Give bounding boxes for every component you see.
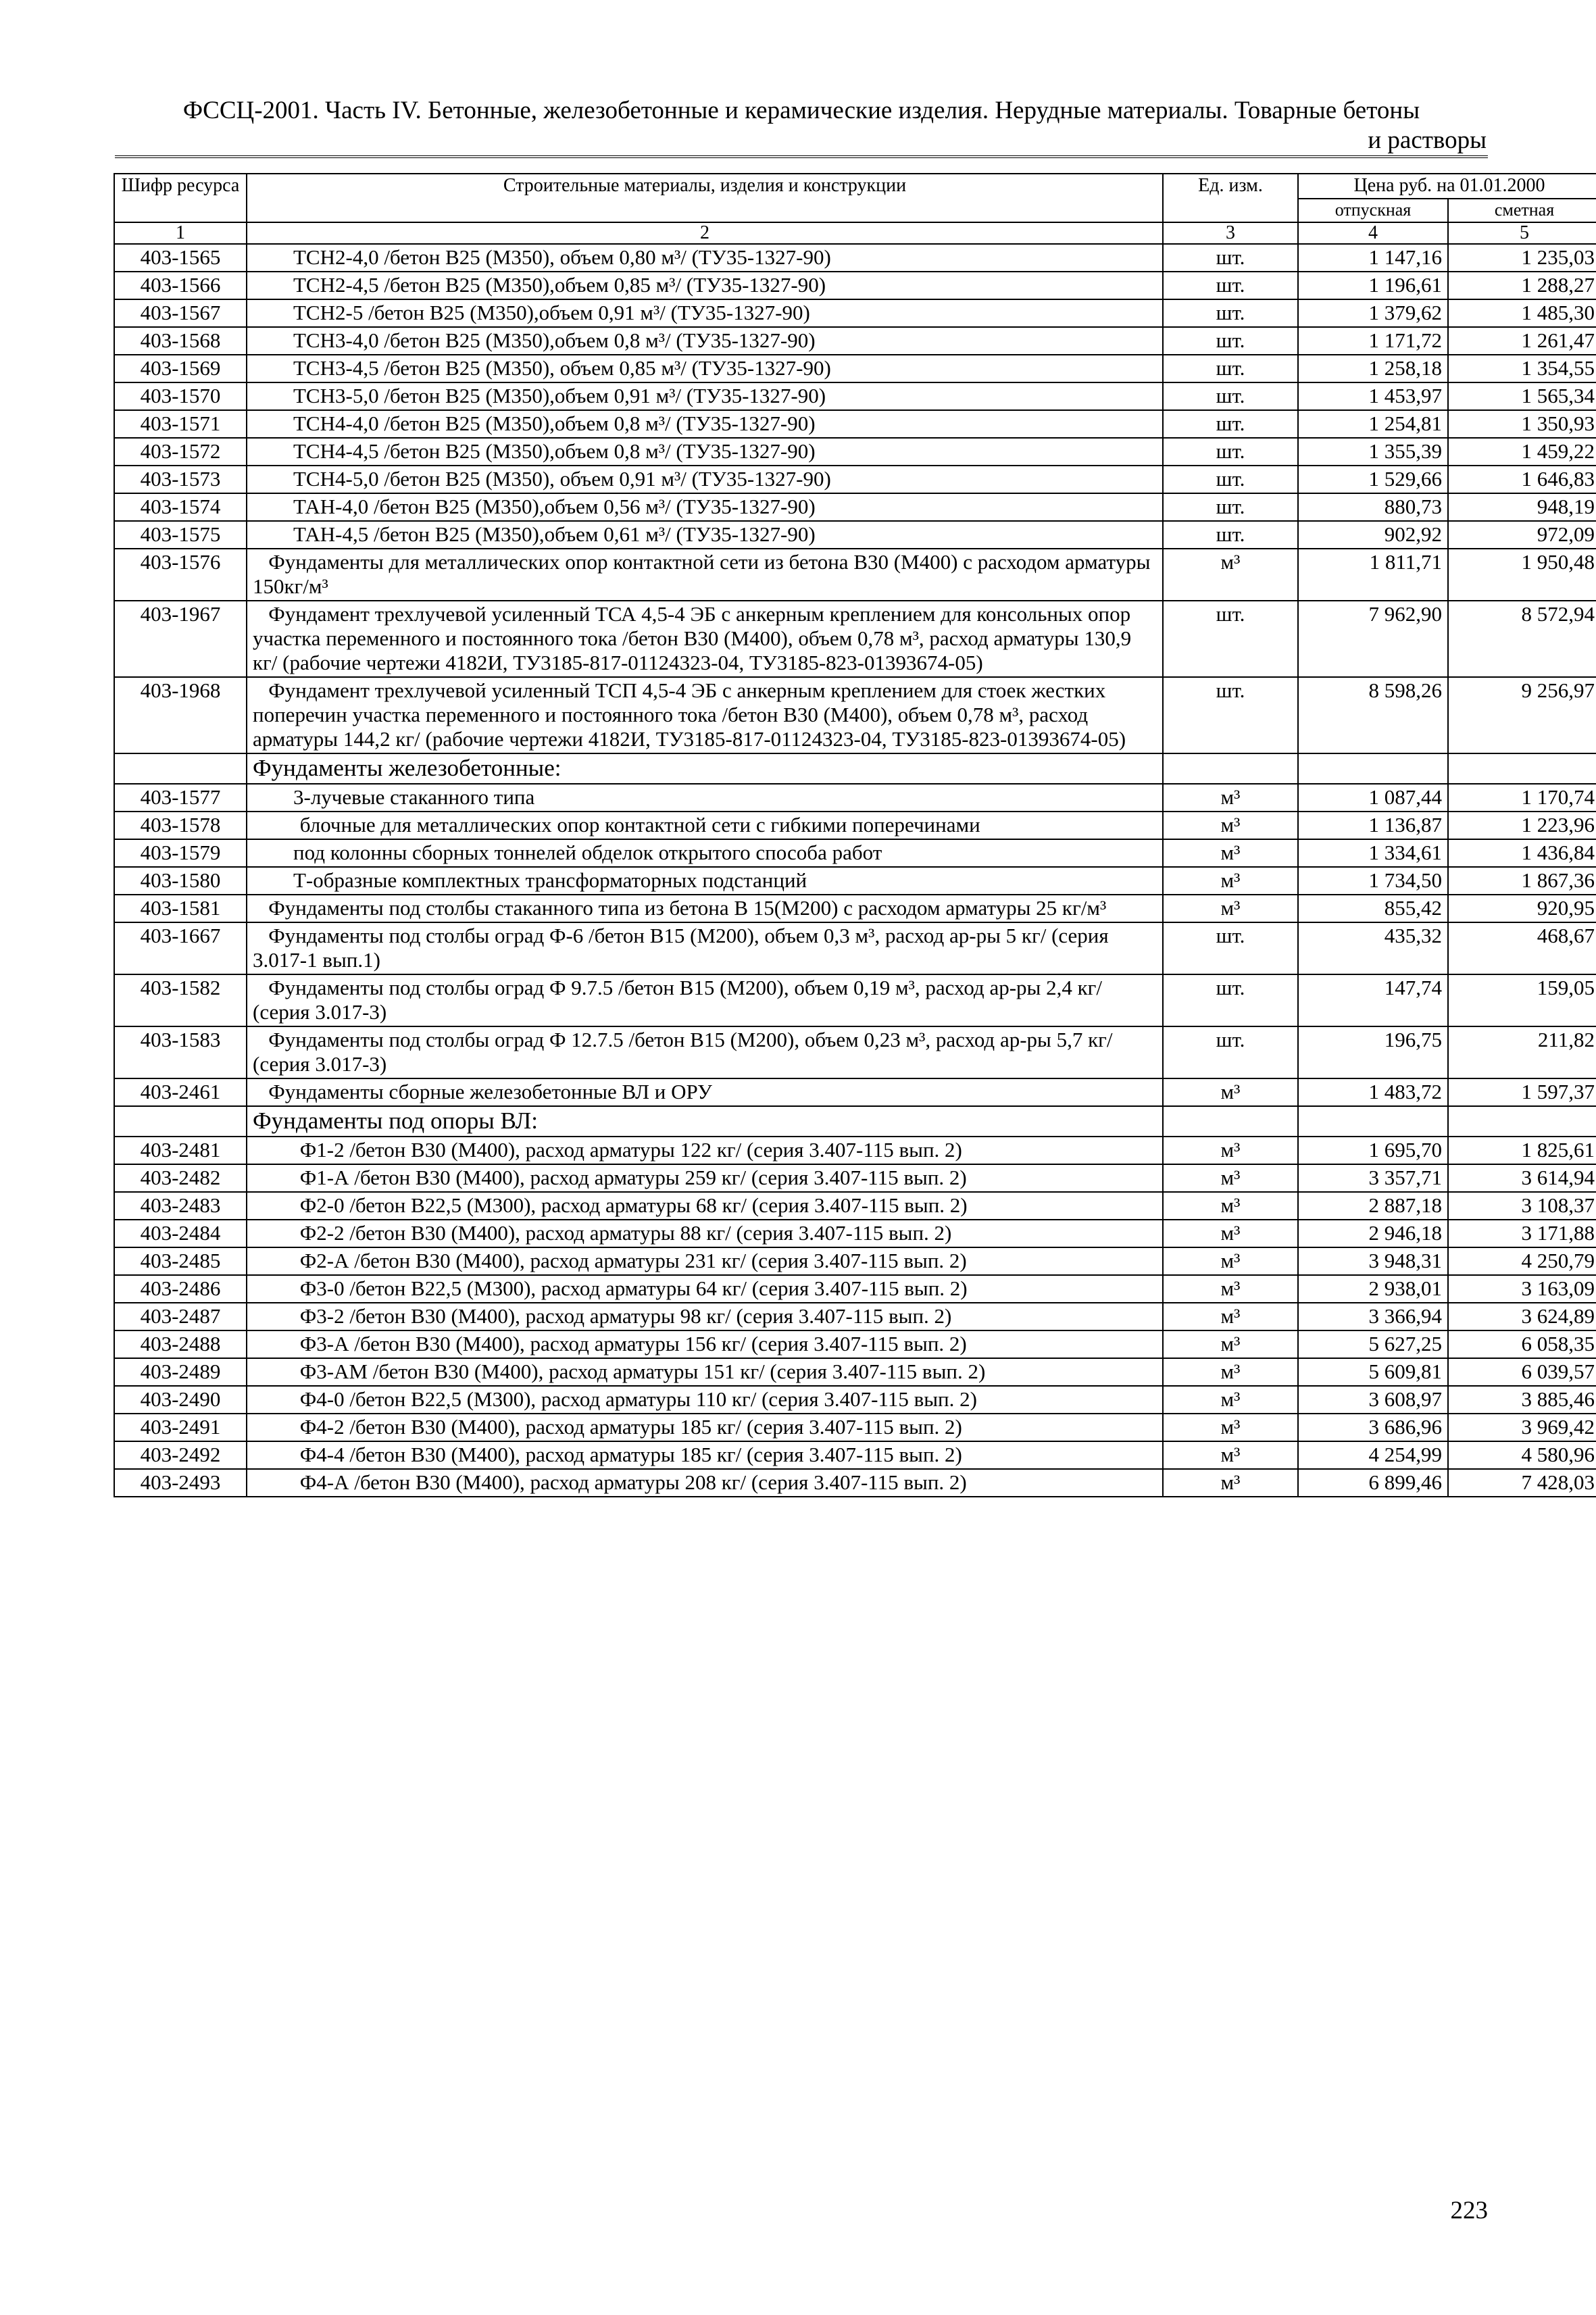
resource-code: 403-1968 (114, 677, 247, 753)
wholesale-price: 7 962,90 (1298, 601, 1448, 677)
estimate-price: 1 261,47 (1448, 327, 1596, 355)
page-title-continuation: и растворы (1368, 126, 1487, 154)
resource-code: 403-1573 (114, 466, 247, 493)
estimate-price: 1 170,74 (1448, 784, 1596, 812)
unit-of-measure: м³ (1163, 895, 1298, 922)
table-row (114, 1078, 1596, 1106)
unit-of-measure: шт. (1163, 493, 1298, 521)
table-row (114, 1275, 1596, 1303)
resource-code: 403-1569 (114, 355, 247, 382)
unit-of-measure: м³ (1163, 1137, 1298, 1164)
resource-code: 403-1582 (114, 974, 247, 1026)
price-table (114, 173, 1596, 1497)
wholesale-price: 1 453,97 (1298, 382, 1448, 410)
unit-of-measure: м³ (1163, 1192, 1298, 1220)
estimate-price: 3 969,42 (1448, 1414, 1596, 1441)
section-title: Фундаменты железобетонные: (247, 753, 1163, 784)
page-header (115, 95, 1488, 158)
wholesale-price: 1 171,72 (1298, 327, 1448, 355)
material-name: Ф2-0 /бетон В22,5 (М300), расход арматуры 68 кг/ (серия 3.407-115 вып. 2) (247, 1192, 1163, 1220)
unit-of-measure: шт. (1163, 1026, 1298, 1078)
wholesale-price: 147,74 (1298, 974, 1448, 1026)
table-row (114, 493, 1596, 521)
estimate-price: 1 223,96 (1448, 812, 1596, 839)
table-row (114, 327, 1596, 355)
wholesale-price: 902,92 (1298, 521, 1448, 549)
estimate-price: 1 646,83 (1448, 466, 1596, 493)
table-row (114, 355, 1596, 382)
section-heading-row (114, 1106, 1596, 1137)
section-title: Фундаменты под опоры ВЛ: (247, 1106, 1163, 1137)
estimate-price: 1 354,55 (1448, 355, 1596, 382)
material-name: ТАН-4,5 /бетон В25 (М350),объем 0,61 м³/ (ТУ35-1327-90) (247, 521, 1163, 549)
unit-of-measure: м³ (1163, 1275, 1298, 1303)
wholesale-price: 880,73 (1298, 493, 1448, 521)
wholesale-price: 1 529,66 (1298, 466, 1448, 493)
table-row (114, 867, 1596, 895)
resource-code: 403-2487 (114, 1303, 247, 1330)
wholesale-price: 1 355,39 (1298, 438, 1448, 466)
wholesale-price: 1 695,70 (1298, 1137, 1448, 1164)
table-row (114, 1330, 1596, 1358)
wholesale-price: 196,75 (1298, 1026, 1448, 1078)
table-row (114, 895, 1596, 922)
material-name: Ф3-А /бетон В30 (М400), расход арматуры 156 кг/ (серия 3.407-115 вып. 2) (247, 1330, 1163, 1358)
unit-of-measure: м³ (1163, 1386, 1298, 1414)
material-name: ТСН2-5 /бетон В25 (М350),объем 0,91 м³/ (ТУ35-1327-90) (247, 299, 1163, 327)
unit-of-measure: м³ (1163, 1303, 1298, 1330)
resource-code: 403-2492 (114, 1441, 247, 1469)
estimate-price: 159,05 (1448, 974, 1596, 1026)
material-name: Ф3-2 /бетон В30 (М400), расход арматуры 98 кг/ (серия 3.407-115 вып. 2) (247, 1303, 1163, 1330)
wholesale-price: 2 946,18 (1298, 1220, 1448, 1247)
section-unit-cell (1163, 753, 1298, 784)
wholesale-price: 1 254,81 (1298, 410, 1448, 438)
table-row (114, 1303, 1596, 1330)
estimate-price: 3 163,09 (1448, 1275, 1596, 1303)
material-name: ТАН-4,0 /бетон В25 (М350),объем 0,56 м³/ (ТУ35-1327-90) (247, 493, 1163, 521)
resource-code: 403-1566 (114, 272, 247, 299)
table-row (114, 1247, 1596, 1275)
resource-code: 403-1967 (114, 601, 247, 677)
resource-code: 403-2482 (114, 1164, 247, 1192)
wholesale-price: 1 258,18 (1298, 355, 1448, 382)
resource-code: 403-2491 (114, 1414, 247, 1441)
estimate-price: 4 580,96 (1448, 1441, 1596, 1469)
material-name: Фундаменты под столбы оград Ф 9.7.5 /бетон В15 (М200), объем 0,19 м³, расход ар-ры 2,4 кг/ (серия 3.017-3) (247, 974, 1163, 1026)
estimate-price: 3 885,46 (1448, 1386, 1596, 1414)
unit-of-measure: м³ (1163, 1441, 1298, 1469)
estimate-price: 8 572,94 (1448, 601, 1596, 677)
material-name: Ф4-0 /бетон В22,5 (М300), расход арматуры 110 кг/ (серия 3.407-115 вып. 2) (247, 1386, 1163, 1414)
column-number: 2 (247, 222, 1163, 244)
resource-code: 403-1581 (114, 895, 247, 922)
material-name: Ф1-2 /бетон В30 (М400), расход арматуры 122 кг/ (серия 3.407-115 вып. 2) (247, 1137, 1163, 1164)
estimate-price: 1 350,93 (1448, 410, 1596, 438)
wholesale-price: 1 334,61 (1298, 839, 1448, 867)
estimate-price: 6 058,35 (1448, 1330, 1596, 1358)
material-name: ТСН3-4,5 /бетон В25 (М350), объем 0,85 м³/ (ТУ35-1327-90) (247, 355, 1163, 382)
material-name: ТСН3-4,0 /бетон В25 (М350),объем 0,8 м³/ (ТУ35-1327-90) (247, 327, 1163, 355)
wholesale-price: 1 483,72 (1298, 1078, 1448, 1106)
material-name: Фундаменты под столбы стаканного типа из бетона В 15(М200) с расходом арматуры 25 кг/м³ (247, 895, 1163, 922)
section-wholesale-cell (1298, 1106, 1448, 1137)
table-row (114, 1026, 1596, 1078)
estimate-price: 468,67 (1448, 922, 1596, 974)
material-name: ТСН4-5,0 /бетон В25 (М350), объем 0,91 м³/ (ТУ35-1327-90) (247, 466, 1163, 493)
resource-code: 403-2490 (114, 1386, 247, 1414)
unit-of-measure: шт. (1163, 272, 1298, 299)
resource-code: 403-1579 (114, 839, 247, 867)
wholesale-price: 1 734,50 (1298, 867, 1448, 895)
column-header-name: Строительные материалы, изделия и конструкции (247, 174, 1163, 222)
page-title: ФССЦ-2001. Часть IV. Бетонные, железобетонные и керамические изделия. Нерудные материалы. Товарные бетоны (182, 97, 1420, 124)
wholesale-price: 3 948,31 (1298, 1247, 1448, 1275)
table-row (114, 601, 1596, 677)
unit-of-measure: шт. (1163, 922, 1298, 974)
estimate-price: 1 485,30 (1448, 299, 1596, 327)
material-name: Ф4-4 /бетон В30 (М400), расход арматуры 185 кг/ (серия 3.407-115 вып. 2) (247, 1441, 1163, 1469)
resource-code: 403-1572 (114, 438, 247, 466)
wholesale-price: 2 887,18 (1298, 1192, 1448, 1220)
section-estimate-cell (1448, 1106, 1596, 1137)
wholesale-price: 3 366,94 (1298, 1303, 1448, 1330)
material-name: Фундаменты для металлических опор контактной сети из бетона В30 (М400) с расходом арматуры 150кг/м³ (247, 549, 1163, 601)
wholesale-price: 4 254,99 (1298, 1441, 1448, 1469)
unit-of-measure: шт. (1163, 382, 1298, 410)
table-row (114, 1164, 1596, 1192)
material-name: ТСН2-4,5 /бетон В25 (М350),объем 0,85 м³/ (ТУ35-1327-90) (247, 272, 1163, 299)
estimate-price: 4 250,79 (1448, 1247, 1596, 1275)
estimate-price: 1 459,22 (1448, 438, 1596, 466)
section-estimate-cell (1448, 753, 1596, 784)
unit-of-measure: м³ (1163, 812, 1298, 839)
unit-of-measure: м³ (1163, 784, 1298, 812)
material-name: Т-образные комплектных трансформаторных подстанций (247, 867, 1163, 895)
resource-code: 403-2493 (114, 1469, 247, 1497)
unit-of-measure: шт. (1163, 299, 1298, 327)
table-body (114, 244, 1596, 1497)
table-row (114, 1358, 1596, 1386)
resource-code: 403-1667 (114, 922, 247, 974)
table-row (114, 1192, 1596, 1220)
table-row (114, 382, 1596, 410)
unit-of-measure: м³ (1163, 1078, 1298, 1106)
table-row (114, 677, 1596, 753)
section-unit-cell (1163, 1106, 1298, 1137)
wholesale-price: 1 196,61 (1298, 272, 1448, 299)
unit-of-measure: шт. (1163, 355, 1298, 382)
table-row (114, 521, 1596, 549)
unit-of-measure: м³ (1163, 1414, 1298, 1441)
unit-of-measure: шт. (1163, 438, 1298, 466)
column-header-estimate: сметная (1448, 199, 1596, 222)
resource-code: 403-1568 (114, 327, 247, 355)
column-number: 5 (1448, 222, 1596, 244)
resource-code: 403-1574 (114, 493, 247, 521)
unit-of-measure: м³ (1163, 549, 1298, 601)
table-row (114, 1469, 1596, 1497)
table-row (114, 466, 1596, 493)
material-name: Фундамент трехлучевой усиленный ТСА 4,5-4 ЭБ с анкерным креплением для консольных опор участка переменного и постоянного тока /бетон В30 (М400), объем 0,78 м³, расход арматуры 130,9 кг/ (рабочие чертежи 4182И, ТУ3185-817-01124323-04, ТУ3185-823-01393674-05) (247, 601, 1163, 677)
unit-of-measure: м³ (1163, 867, 1298, 895)
estimate-price: 972,09 (1448, 521, 1596, 549)
resource-code: 403-1570 (114, 382, 247, 410)
estimate-price: 1 288,27 (1448, 272, 1596, 299)
unit-of-measure: шт. (1163, 601, 1298, 677)
section-wholesale-cell (1298, 753, 1448, 784)
material-name: блочные для металлических опор контактной сети с гибкими поперечинами (247, 812, 1163, 839)
column-number: 3 (1163, 222, 1298, 244)
estimate-price: 9 256,97 (1448, 677, 1596, 753)
page-number: 223 (1450, 2197, 1488, 2224)
estimate-price: 3 171,88 (1448, 1220, 1596, 1247)
unit-of-measure: м³ (1163, 1164, 1298, 1192)
resource-code: 403-2485 (114, 1247, 247, 1275)
estimate-price: 3 614,94 (1448, 1164, 1596, 1192)
table-row (114, 1441, 1596, 1469)
resource-code: 403-2486 (114, 1275, 247, 1303)
unit-of-measure: шт. (1163, 410, 1298, 438)
table-row (114, 1414, 1596, 1441)
unit-of-measure: шт. (1163, 466, 1298, 493)
estimate-price: 211,82 (1448, 1026, 1596, 1078)
wholesale-price: 3 357,71 (1298, 1164, 1448, 1192)
unit-of-measure: м³ (1163, 1358, 1298, 1386)
material-name: Ф1-А /бетон В30 (М400), расход арматуры 259 кг/ (серия 3.407-115 вып. 2) (247, 1164, 1163, 1192)
table-row (114, 839, 1596, 867)
column-header-code: Шифр ресурса (114, 174, 247, 222)
table-row (114, 1137, 1596, 1164)
table-row (114, 438, 1596, 466)
resource-code: 403-1575 (114, 521, 247, 549)
resource-code: 403-2484 (114, 1220, 247, 1247)
wholesale-price: 1 811,71 (1298, 549, 1448, 601)
material-name: Ф4-2 /бетон В30 (М400), расход арматуры 185 кг/ (серия 3.407-115 вып. 2) (247, 1414, 1163, 1441)
resource-code: 403-1578 (114, 812, 247, 839)
estimate-price: 1 867,36 (1448, 867, 1596, 895)
resource-code: 403-1571 (114, 410, 247, 438)
unit-of-measure: м³ (1163, 1247, 1298, 1275)
estimate-price: 6 039,57 (1448, 1358, 1596, 1386)
wholesale-price: 1 136,87 (1298, 812, 1448, 839)
table-row (114, 1386, 1596, 1414)
column-header-wholesale: отпускная (1298, 199, 1448, 222)
unit-of-measure: м³ (1163, 839, 1298, 867)
estimate-price: 1 565,34 (1448, 382, 1596, 410)
resource-code: 403-1565 (114, 244, 247, 272)
resource-code: 403-1567 (114, 299, 247, 327)
unit-of-measure: м³ (1163, 1330, 1298, 1358)
wholesale-price: 855,42 (1298, 895, 1448, 922)
resource-code: 403-2461 (114, 1078, 247, 1106)
unit-of-measure: шт. (1163, 974, 1298, 1026)
table-row (114, 974, 1596, 1026)
wholesale-price: 3 608,97 (1298, 1386, 1448, 1414)
estimate-price: 1 436,84 (1448, 839, 1596, 867)
resource-code: 403-2481 (114, 1137, 247, 1164)
estimate-price: 1 597,37 (1448, 1078, 1596, 1106)
material-name: ТСН3-5,0 /бетон В25 (М350),объем 0,91 м³/ (ТУ35-1327-90) (247, 382, 1163, 410)
wholesale-price: 2 938,01 (1298, 1275, 1448, 1303)
estimate-price: 948,19 (1448, 493, 1596, 521)
wholesale-price: 5 627,25 (1298, 1330, 1448, 1358)
column-number: 4 (1298, 222, 1448, 244)
wholesale-price: 435,32 (1298, 922, 1448, 974)
estimate-price: 1 235,03 (1448, 244, 1596, 272)
resource-code: 403-1576 (114, 549, 247, 601)
wholesale-price: 3 686,96 (1298, 1414, 1448, 1441)
unit-of-measure: м³ (1163, 1469, 1298, 1497)
estimate-price: 3 108,37 (1448, 1192, 1596, 1220)
estimate-price: 3 624,89 (1448, 1303, 1596, 1330)
estimate-price: 920,95 (1448, 895, 1596, 922)
resource-code: 403-1583 (114, 1026, 247, 1078)
resource-code: 403-2489 (114, 1358, 247, 1386)
column-header-unit: Ед. изм. (1163, 174, 1298, 222)
resource-code: 403-2483 (114, 1192, 247, 1220)
material-name: ТСН2-4,0 /бетон В25 (М350), объем 0,80 м³/ (ТУ35-1327-90) (247, 244, 1163, 272)
table-row (114, 1220, 1596, 1247)
unit-of-measure: шт. (1163, 521, 1298, 549)
material-name: Ф2-А /бетон В30 (М400), расход арматуры 231 кг/ (серия 3.407-115 вып. 2) (247, 1247, 1163, 1275)
material-name: 3-лучевые стаканного типа (247, 784, 1163, 812)
resource-code: 403-2488 (114, 1330, 247, 1358)
table-row (114, 549, 1596, 601)
material-name: ТСН4-4,0 /бетон В25 (М350),объем 0,8 м³/ (ТУ35-1327-90) (247, 410, 1163, 438)
table-row (114, 299, 1596, 327)
material-name: Ф3-АМ /бетон В30 (М400), расход арматуры 151 кг/ (серия 3.407-115 вып. 2) (247, 1358, 1163, 1386)
wholesale-price: 6 899,46 (1298, 1469, 1448, 1497)
estimate-price: 1 825,61 (1448, 1137, 1596, 1164)
unit-of-measure: шт. (1163, 677, 1298, 753)
material-name: Ф4-А /бетон В30 (М400), расход арматуры 208 кг/ (серия 3.407-115 вып. 2) (247, 1469, 1163, 1497)
table-row (114, 922, 1596, 974)
table-row (114, 272, 1596, 299)
column-number-row (114, 222, 1596, 244)
wholesale-price: 5 609,81 (1298, 1358, 1448, 1386)
column-header-price-group: Цена руб. на 01.01.2000 (1298, 174, 1596, 199)
material-name: Фундамент трехлучевой усиленный ТСП 4,5-4 ЭБ с анкерным креплением для стоек жестких поперечин участка переменного и постоянного тока /бетон В30 (М400), объем 0,78 м³, расход арматуры 144,2 кг/ (рабочие чертежи 4182И, ТУ3185-817-01124323-04, ТУ3185-823-01393674-05) (247, 677, 1163, 753)
resource-code: 403-1577 (114, 784, 247, 812)
estimate-price: 1 950,48 (1448, 549, 1596, 601)
unit-of-measure: шт. (1163, 327, 1298, 355)
wholesale-price: 1 087,44 (1298, 784, 1448, 812)
table-row (114, 410, 1596, 438)
resource-code: 403-1580 (114, 867, 247, 895)
estimate-price: 7 428,03 (1448, 1469, 1596, 1497)
material-name: Ф2-2 /бетон В30 (М400), расход арматуры 88 кг/ (серия 3.407-115 вып. 2) (247, 1220, 1163, 1247)
section-heading-row (114, 753, 1596, 784)
table-row (114, 784, 1596, 812)
column-number: 1 (114, 222, 247, 244)
material-name: Фундаменты под столбы оград Ф-6 /бетон В15 (М200), объем 0,3 м³, расход ар-ры 5 кг/ (серия 3.017-1 вып.1) (247, 922, 1163, 974)
material-name: Фундаменты под столбы оград Ф 12.7.5 /бетон В15 (М200), объем 0,23 м³, расход ар-ры 5,7 кг/ (серия 3.017-3) (247, 1026, 1163, 1078)
table-header (114, 174, 1596, 244)
section-code-cell (114, 753, 247, 784)
wholesale-price: 1 147,16 (1298, 244, 1448, 272)
wholesale-price: 1 379,62 (1298, 299, 1448, 327)
table-row (114, 244, 1596, 272)
wholesale-price: 8 598,26 (1298, 677, 1448, 753)
table-row (114, 812, 1596, 839)
material-name: ТСН4-4,5 /бетон В25 (М350),объем 0,8 м³/ (ТУ35-1327-90) (247, 438, 1163, 466)
material-name: Фундаменты сборные железобетонные ВЛ и ОРУ (247, 1078, 1163, 1106)
section-code-cell (114, 1106, 247, 1137)
unit-of-measure: м³ (1163, 1220, 1298, 1247)
header-divider (115, 155, 1488, 158)
material-name: Ф3-0 /бетон В22,5 (М300), расход арматуры 64 кг/ (серия 3.407-115 вып. 2) (247, 1275, 1163, 1303)
unit-of-measure: шт. (1163, 244, 1298, 272)
material-name: под колонны сборных тоннелей обделок открытого способа работ (247, 839, 1163, 867)
